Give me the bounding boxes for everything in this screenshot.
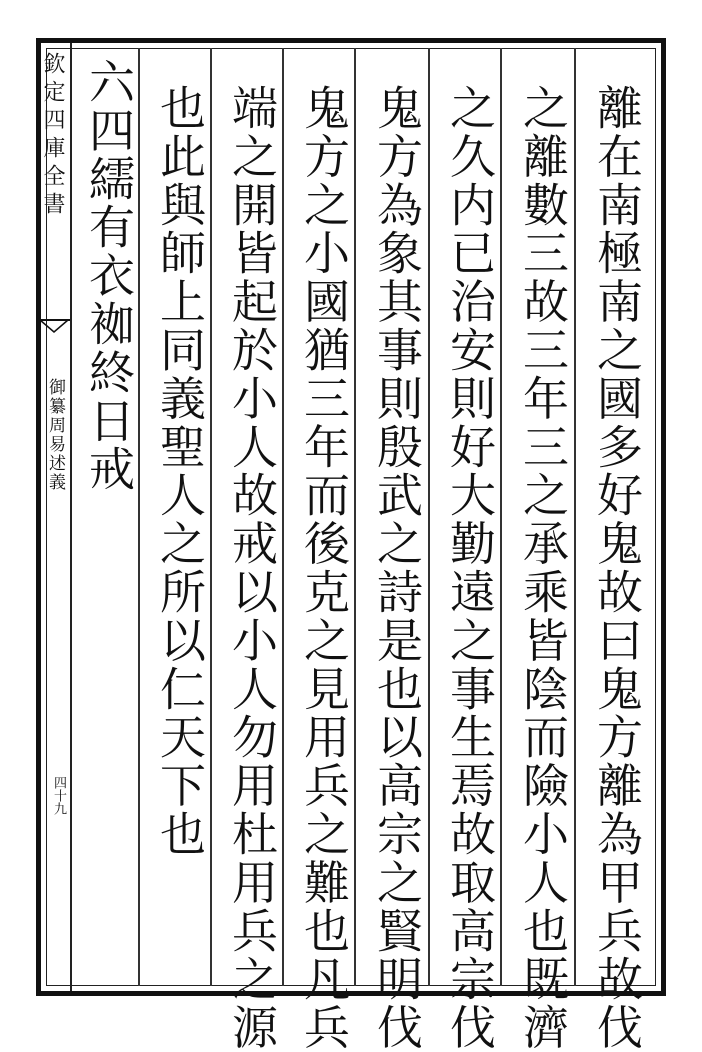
text-column-2: 之離數三故三年三之承乘皆陰而險小人也既濟: [516, 84, 570, 1052]
text-column-3: 之久内已治安則好大勤遠之事生焉故取高宗伐: [443, 84, 497, 1052]
fold-divider: [70, 43, 72, 991]
text-column-8: 六四繻有衣袽終日戒: [82, 58, 136, 494]
text-column-5: 鬼方之小國猶三年而後克之見用兵之難也凡兵: [297, 84, 351, 1052]
text-column-6: 端之開皆起於小人故戒以小人勿用杜用兵之源: [225, 84, 279, 1052]
margin-book-title: 御纂周易述義: [45, 378, 65, 492]
text-column-1: 離在南極南之國多好鬼故曰鬼方離為甲兵故伐: [590, 84, 644, 1052]
text-column-4: 鬼方為象其事則殷武之詩是也以高宗之賢明伐: [370, 84, 424, 1052]
text-column-7: 也此與師上同義聖人之所以仁天下也: [153, 84, 207, 859]
margin-page-number: 四十九: [51, 776, 66, 815]
fishtail-mark-icon: [38, 318, 70, 358]
margin-title: 欽定四庫全書: [40, 52, 65, 220]
